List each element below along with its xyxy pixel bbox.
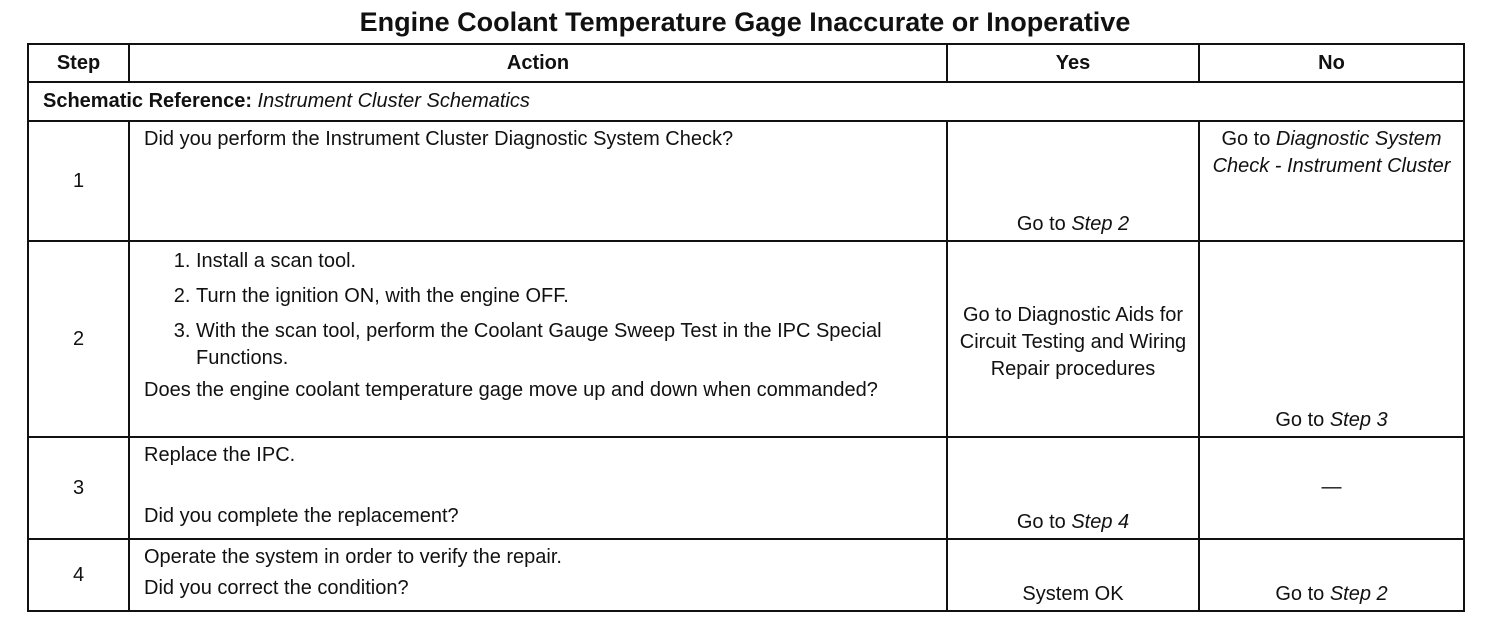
no-cell (1199, 539, 1464, 611)
header-action: Action (129, 44, 947, 82)
spacer (144, 469, 932, 503)
action-question: Does the engine coolant temperature gage move up and down when commanded? (144, 379, 878, 401)
yes-link-diagnostic-aids[interactable]: Go to Diagnostic Aids for Circuit Testing and Wiring Repair procedures (959, 303, 1187, 380)
header-no: No (1199, 44, 1464, 82)
no-link-diagnostic-system-check[interactable]: Diagnostic System Check - Instrument Cluster (1212, 128, 1451, 177)
no-link-step-3[interactable]: Step 3 (1329, 409, 1388, 431)
yes-link-step-4[interactable]: Step 4 (1071, 511, 1130, 533)
header-step: Step (28, 44, 129, 82)
action-question: Did you perform the Instrument Cluster Diagnostic System Check? (144, 128, 734, 150)
no-prefix: Go to (1221, 128, 1271, 150)
list-item: 2. Turn the ignition ON, with the engine OFF. (196, 283, 932, 310)
step-number: 1 (28, 121, 129, 241)
page-title: Engine Coolant Temperature Gage Inaccurate or Inoperative (359, 7, 1131, 37)
no-cell (1199, 437, 1464, 539)
step-number: 2 (28, 241, 129, 437)
list-item: 1. Install a scan tool. (196, 248, 932, 275)
table-row-step-4 (28, 539, 1464, 611)
schematic-reference (28, 82, 1464, 121)
table-row-step-1 (28, 121, 1464, 241)
yes-cell (947, 121, 1199, 241)
action-cell (129, 437, 947, 539)
yes-link-step-2[interactable]: Step 2 (1071, 213, 1130, 235)
schematic-reference-row (28, 82, 1464, 121)
header-yes: Yes (947, 44, 1199, 82)
action-instruction: Operate the system in order to verify the repair. (144, 546, 562, 568)
step-number: 4 (28, 539, 129, 611)
action-steps-list (144, 248, 932, 372)
no-cell (1199, 121, 1464, 241)
no-link-step-2[interactable]: Step 2 (1329, 583, 1388, 605)
table-row-step-3 (28, 437, 1464, 539)
no-prefix: Go to (1275, 409, 1325, 431)
yes-prefix: Go to (1016, 511, 1066, 533)
schematic-reference-link[interactable]: Instrument Cluster Schematics (257, 90, 530, 112)
table-row-step-2 (28, 241, 1464, 437)
no-dash: — (1321, 475, 1342, 498)
yes-cell (947, 437, 1199, 539)
no-prefix: Go to (1275, 583, 1325, 605)
action-instruction: Replace the IPC. (144, 444, 296, 466)
header-row (28, 44, 1464, 82)
step-number: 3 (28, 437, 129, 539)
yes-cell (947, 539, 1199, 611)
list-item: 3. With the scan tool, perform the Coolant Gauge Sweep Test in the IPC Special Functions. (196, 318, 932, 372)
action-cell (129, 121, 947, 241)
no-cell (1199, 241, 1464, 437)
action-question: Did you complete the replacement? (144, 505, 459, 527)
action-cell (129, 241, 947, 437)
yes-system-ok: System OK (1022, 583, 1124, 605)
yes-prefix: Go to (1016, 213, 1066, 235)
action-cell (129, 539, 947, 611)
diagnostic-table (27, 43, 1465, 612)
schematic-reference-label: Schematic Reference: (43, 90, 252, 112)
action-question: Did you correct the condition? (144, 577, 409, 599)
yes-cell (947, 241, 1199, 437)
